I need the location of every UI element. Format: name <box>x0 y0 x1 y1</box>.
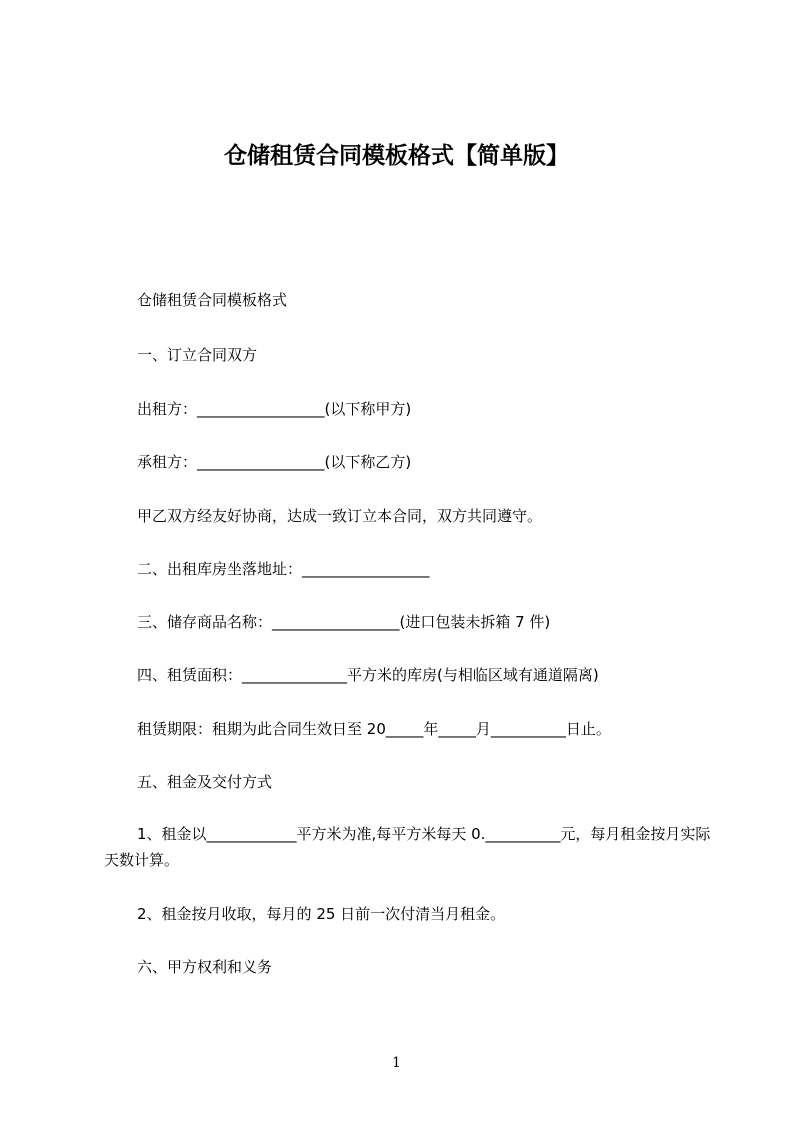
lessor-line: 出租方：_________________(以下称甲方) <box>137 400 412 418</box>
document-title: 仓储租赁合同模板格式【简单版】 <box>224 143 569 169</box>
page-number: 1 <box>392 1055 401 1071</box>
subtitle-paragraph: 仓储租赁合同模板格式 <box>137 291 288 309</box>
rent-clause-1 <box>104 821 714 873</box>
section-heading-rent: 五、租金及交付方式 <box>137 773 273 791</box>
lease-term-paragraph: 租赁期限：租期为此合同生效日至 20_____年_____月__________日止。 <box>137 720 611 738</box>
section-heading-area: 四、租赁面积：______________平方米的库房(与相临区域有通道隔离) <box>137 666 599 684</box>
agreement-paragraph: 甲乙双方经友好协商，达成一致订立本合同，双方共同遵守。 <box>137 507 543 525</box>
section-heading-parties: 一、订立合同双方 <box>137 346 258 364</box>
lessee-line: 承租方：_________________(以下称乙方) <box>137 453 412 471</box>
section-heading-lessor-rights: 六、甲方权利和义务 <box>137 958 273 976</box>
section-heading-address: 二、出租库房坐落地址：_________________ <box>137 560 430 578</box>
rent-clause-2: 2、租金按月收取，每月的 25 日前一次付清当月租金。 <box>137 905 506 923</box>
rent-clause-1-text: 1、租金以____________平方米为准,每平方米每天 0.__________元，每月租金按月实际天数计算。 <box>104 825 711 869</box>
section-heading-goods: 三、储存商品名称：_________________(进口包装未拆箱 7 件) <box>137 613 551 631</box>
